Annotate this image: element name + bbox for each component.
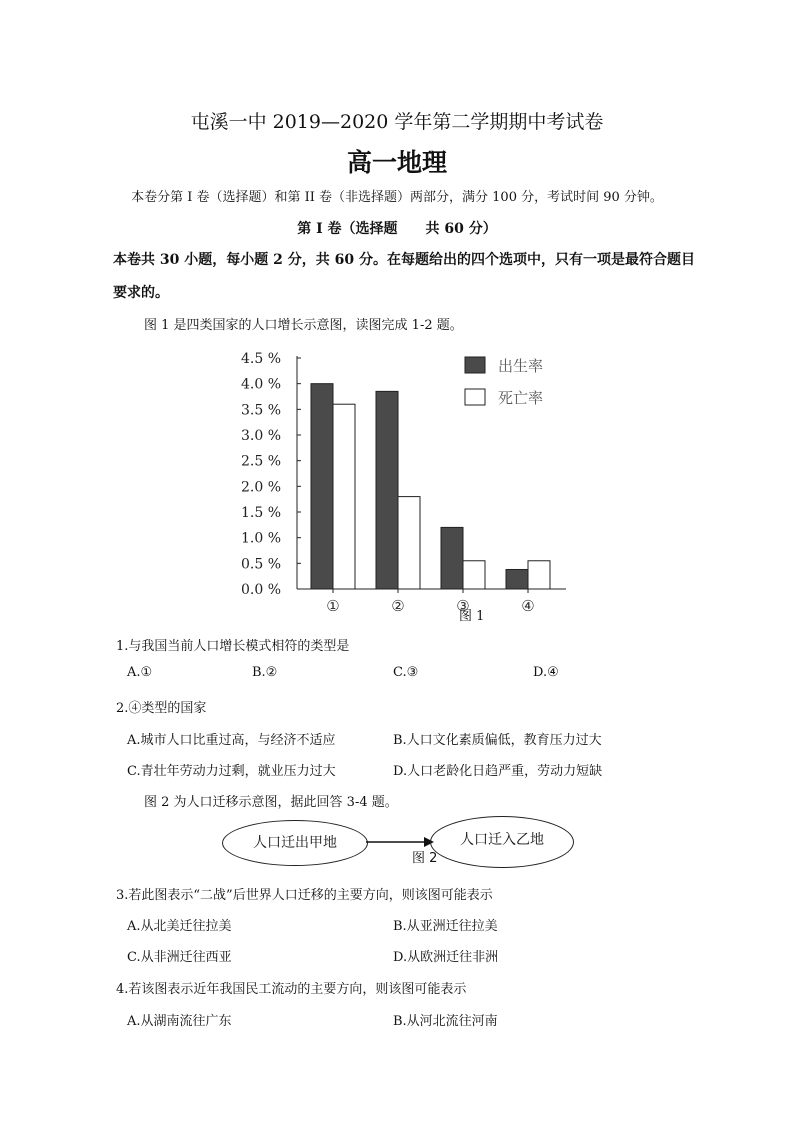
q1-option-c: C.③ — [393, 665, 419, 680]
y-tick-label: 3.0 % — [241, 428, 282, 444]
q1-option-a: A.① — [127, 665, 153, 680]
instruction-line-2: 要求的。 — [113, 285, 169, 301]
bar-death-rate — [398, 497, 420, 589]
destination-ellipse — [430, 816, 574, 868]
legend-swatch — [465, 389, 485, 405]
exam-title: 屯溪一中 2019—2020 学年第二学期期中考试卷 — [190, 111, 604, 133]
figure1-caption: 图 1 — [459, 609, 485, 624]
bar-birth-rate — [376, 391, 398, 589]
y-tick-label: 1.0 % — [241, 530, 282, 547]
y-tick-label: 2.5 % — [241, 453, 282, 470]
q2-option-b: B.人口文化素质偏低，教育压力过大 — [393, 733, 602, 748]
y-tick-label: 0.0 % — [241, 582, 282, 598]
legend-swatch — [465, 357, 485, 373]
q3-option-a: A.从北美迁往拉美 — [127, 919, 232, 934]
origin-ellipse — [222, 820, 368, 866]
figure2-caption: 图 2 — [412, 851, 438, 866]
y-tick-label: 4.0 % — [241, 376, 282, 393]
x-tick-label: ③ — [456, 597, 470, 615]
population-growth-chart — [240, 345, 570, 625]
y-tick-label: 4.5 % — [241, 351, 282, 367]
q3-option-b: B.从亚洲迁往拉美 — [393, 919, 498, 934]
question-4-stem: 4.若该图表示近年我国民工流动的主要方向，则该图可能表示 — [116, 982, 467, 997]
q2-option-a: A.城市人口比重过高，与经济不适应 — [127, 733, 336, 748]
question-3-stem: 3.若此图表示“二战”后世界人口迁移的主要方向，则该图可能表示 — [116, 888, 493, 903]
q3-option-d: D.从欧洲迁往非洲 — [393, 950, 499, 965]
q2-option-d: D.人口老龄化日趋严重，劳动力短缺 — [393, 764, 603, 779]
figure2-intro: 图 2 为人口迁移示意图，据此回答 3-4 题。 — [144, 795, 398, 810]
figure1-intro: 图 1 是四类国家的人口增长示意图，读图完成 1-2 题。 — [144, 318, 463, 333]
q1-option-b: B.② — [252, 665, 278, 680]
y-tick-label: 3.5 % — [241, 402, 282, 419]
y-tick-label: 0.5 % — [241, 556, 282, 573]
exam-intro: 本卷分第 I 卷（选择题）和第 II 卷（非选择题）两部分，满分 100 分，考试时间 90 分钟。 — [131, 190, 663, 205]
section-title: 第 I 卷（选择题 共 60 分） — [297, 221, 497, 237]
bar-birth-rate — [311, 384, 333, 589]
bar-birth-rate — [506, 569, 528, 589]
q4-option-b: B.从河北流往河南 — [393, 1014, 498, 1029]
x-tick-label: ② — [391, 597, 405, 615]
q1-option-d: D.④ — [533, 665, 559, 680]
bar-death-rate — [463, 561, 485, 589]
legend-label: 死亡率 — [498, 389, 544, 407]
q3-option-c: C.从非洲迁往西亚 — [127, 950, 232, 965]
subject-title: 高一地理 — [346, 148, 447, 177]
x-tick-label: ① — [326, 597, 340, 615]
origin-label: 人口迁出甲地 — [253, 835, 337, 851]
y-tick-label: 1.5 % — [241, 505, 282, 521]
legend-label: 出生率 — [498, 357, 544, 375]
instruction-line-1: 本卷共 30 小题，每小题 2 分，共 60 分。在每题给出的四个选项中，只有一项是最符合题目 — [113, 252, 695, 268]
q4-option-a: A.从湖南流往广东 — [127, 1014, 232, 1029]
y-tick-label: 2.0 % — [241, 479, 282, 496]
question-2-stem: 2.④类型的国家 — [116, 701, 207, 716]
question-1-stem: 1.与我国当前人口增长模式相符的类型是 — [116, 639, 350, 654]
x-tick-label: ④ — [521, 597, 535, 615]
destination-label: 人口迁入乙地 — [460, 832, 544, 848]
bar-birth-rate — [441, 527, 463, 589]
q2-option-c: C.青壮年劳动力过剩，就业压力过大 — [127, 764, 336, 779]
bar-death-rate — [528, 561, 550, 589]
bar-death-rate — [333, 404, 355, 589]
